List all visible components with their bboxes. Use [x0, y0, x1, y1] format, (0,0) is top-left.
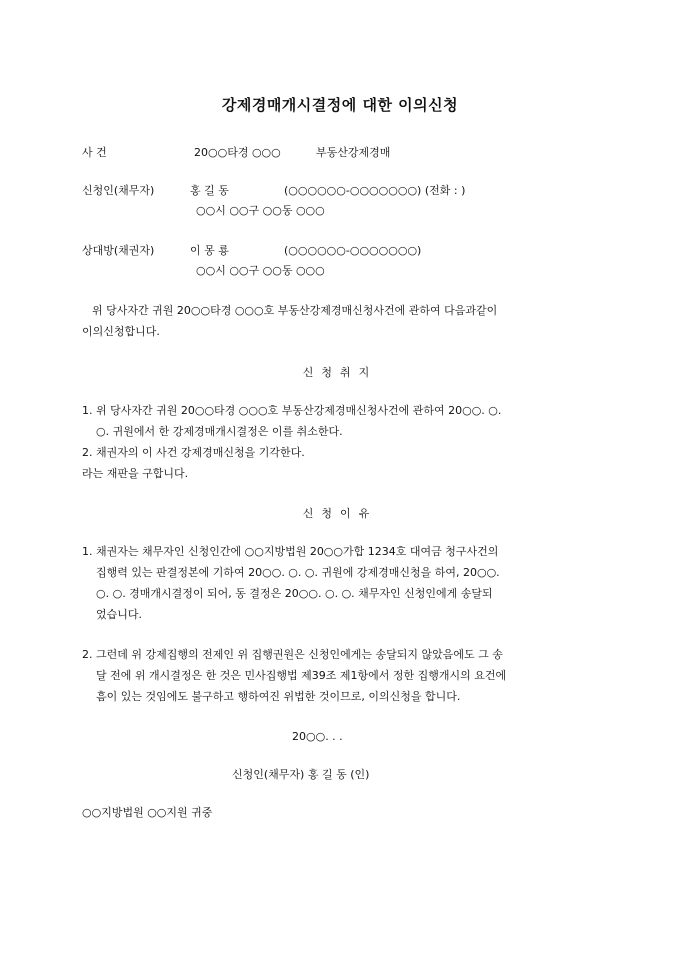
applicant-name: 홍 길 동: [190, 184, 229, 197]
intro-line-1: 위 당사자간 귀원 20○○타경 ○○○호 부동산강제경매신청사건에 관하여 다음과같이: [92, 304, 498, 317]
reasons-item-2-line-2: 달 전에 위 개시결정은 한 것은 민사집행법 제39조 제1항에서 정한 집행개시의 요건에: [96, 669, 507, 682]
applicant-id-phone: (○○○○○○-○○○○○○○) (전화 : ): [284, 184, 466, 197]
applicant-address: ○○시 ○○구 ○○동 ○○○: [196, 204, 325, 217]
reasons-item-1-line-3: ○. ○. 경매개시결정이 되어, 동 결정은 20○○. ○. ○. 채무자인 신청인에게 송달되: [96, 587, 493, 600]
respondent-name: 이 몽 룡: [190, 244, 229, 257]
applicant-label: 신청인(채무자): [82, 184, 155, 197]
document-title: 강제경매개시결정에 대한 이의신청: [221, 96, 459, 114]
recipient-court: ○○지방법원 ○○지원 귀중: [82, 806, 213, 819]
purpose-item-1-line-1: 1. 위 당사자간 귀원 20○○타경 ○○○호 부동산강제경매신청사건에 관하여 20○○. ○.: [82, 404, 502, 417]
case-number: 20○○타경 ○○○: [194, 146, 281, 159]
case-name: 부동산강제경매: [316, 146, 391, 159]
respondent-id: (○○○○○○-○○○○○○○): [284, 244, 422, 257]
reasons-item-1-line-4: 었습니다.: [96, 608, 143, 621]
respondent-address: ○○시 ○○구 ○○동 ○○○: [196, 264, 325, 277]
reasons-item-2-line-1: 2. 그런데 위 강제집행의 전제인 위 집행권원은 신청인에게는 송달되지 않았음에도 그 송: [82, 648, 503, 661]
purpose-closing: 라는 재판을 구합니다.: [82, 467, 189, 480]
purpose-item-1-line-2: ○. 귀원에서 한 강제경매개시결정은 이를 취소한다.: [96, 425, 343, 438]
reasons-item-1-line-2: 집행력 있는 판결정본에 기하여 20○○. ○. ○. 귀원에 강제경매신청을 하여, 20○○.: [96, 566, 500, 579]
purpose-item-2: 2. 채권자의 이 사건 강제경매신청을 기각한다.: [82, 446, 305, 459]
signature-line: 신청인(채무자) 홍 길 동 (인): [232, 768, 370, 781]
respondent-label: 상대방(채권자): [82, 244, 155, 257]
reasons-heading: 신청이유: [302, 507, 378, 520]
purpose-heading: 신청취지: [302, 366, 378, 379]
document-date: 20○○. . .: [292, 730, 343, 743]
case-label: 사 건: [82, 146, 107, 159]
reasons-item-1-line-1: 1. 채권자는 채무자인 신청인간에 ○○지방법원 20○○가합 1234호 대여금 청구사건의: [82, 545, 499, 558]
intro-line-2: 이의신청합니다.: [82, 325, 160, 338]
reasons-item-2-line-3: 흠이 있는 것임에도 불구하고 행하여진 위법한 것이므로, 이의신청을 합니다.: [96, 690, 461, 703]
